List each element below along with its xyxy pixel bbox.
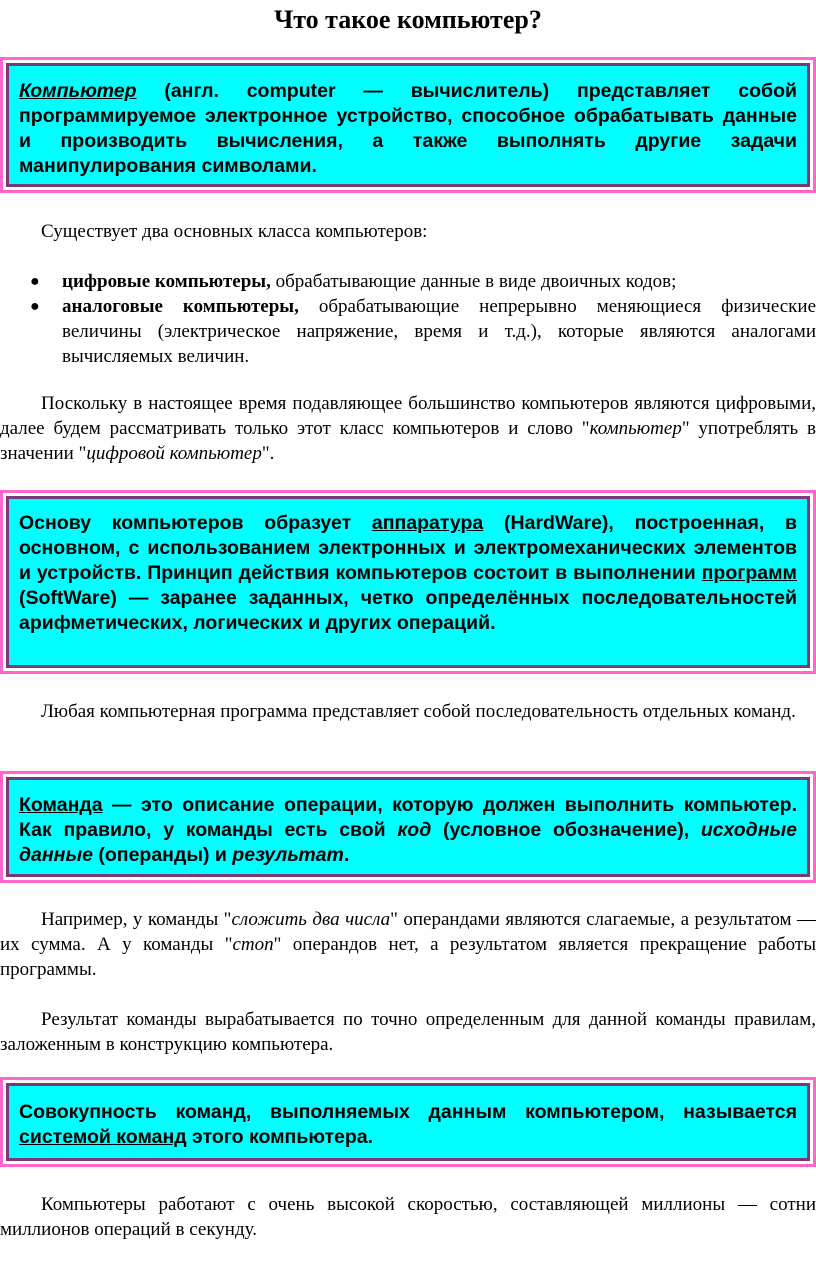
definition-text: Компьютер (англ. computer — вычислитель) представляет собой программируемое электронное устройство, способное обрабатывать данные и производить вычисления, а также выполнять другие задачи манипулирования символами. xyxy=(19,80,797,177)
list-item: ● цифровые компьютеры, обрабатывающие данные в виде двоичных кодов; xyxy=(30,271,677,292)
intro-paragraph: Существует два основных класса компьютеров: xyxy=(41,221,428,242)
definition-box-computer xyxy=(0,57,816,193)
page-title: Что такое компьютер? xyxy=(274,5,542,34)
definition-box-hardware xyxy=(0,490,816,674)
definition-text: Основу компьютеров образует аппаратура (HardWare), построенная, в основном, с использованием электронных и электромеханических элементов и устройств. Принцип действия компьютеров состоит в выполнении программ (SoftWare) — заранее заданных, четко определённых последовательностей арифметических, логических и других операций. xyxy=(19,512,797,634)
bullet-icon: ● xyxy=(30,273,40,290)
paragraph-result: Результат команды вырабатывается по точно определенным для данной команды правилам, заложенным в конструкцию компьютера. xyxy=(0,1009,816,1055)
paragraph-example: Например, у команды "сложить два числа" операндами являются слагаемые, а результатом — их сумма. А у команды "стоп" операндов нет, а результатом является прекращение работы программы. xyxy=(0,909,816,980)
definition-text: Совокупность команд, выполняемых данным компьютером, называется системой команд этого компьютера. xyxy=(19,1101,797,1148)
list-item: ● аналоговые компьютеры, обрабатывающие непрерывно меняющиеся физические величины (электрическое напряжение, время и т.д.), которые являются аналогами вычисляемых величин. xyxy=(30,296,816,367)
definition-box-command-system xyxy=(0,1077,816,1167)
definition-text: Команда — это описание операции, которую должен выполнить компьютер. Как правило, у команды есть свой код (условное обозначение), исходные данные (операнды) и результат. xyxy=(19,794,797,866)
paragraph-program: Любая компьютерная программа представляет собой последовательность отдельных команд. xyxy=(41,701,796,722)
computer-classes-list xyxy=(0,269,816,369)
definition-box-command xyxy=(0,771,816,883)
bullet-icon: ● xyxy=(30,298,40,315)
term-computer: Компьютер xyxy=(19,80,137,102)
paragraph-digital: Поскольку в настоящее время подавляющее большинство компьютеров являются цифровыми, далее будем рассматривать только этот класс компьютеров и слово "компьютер" употреблять в значении "цифровой компьютер". xyxy=(0,393,816,464)
paragraph-speed: Компьютеры работают с очень высокой скоростью, составляющей миллионы — сотни миллионов операций в секунду. xyxy=(0,1194,816,1240)
